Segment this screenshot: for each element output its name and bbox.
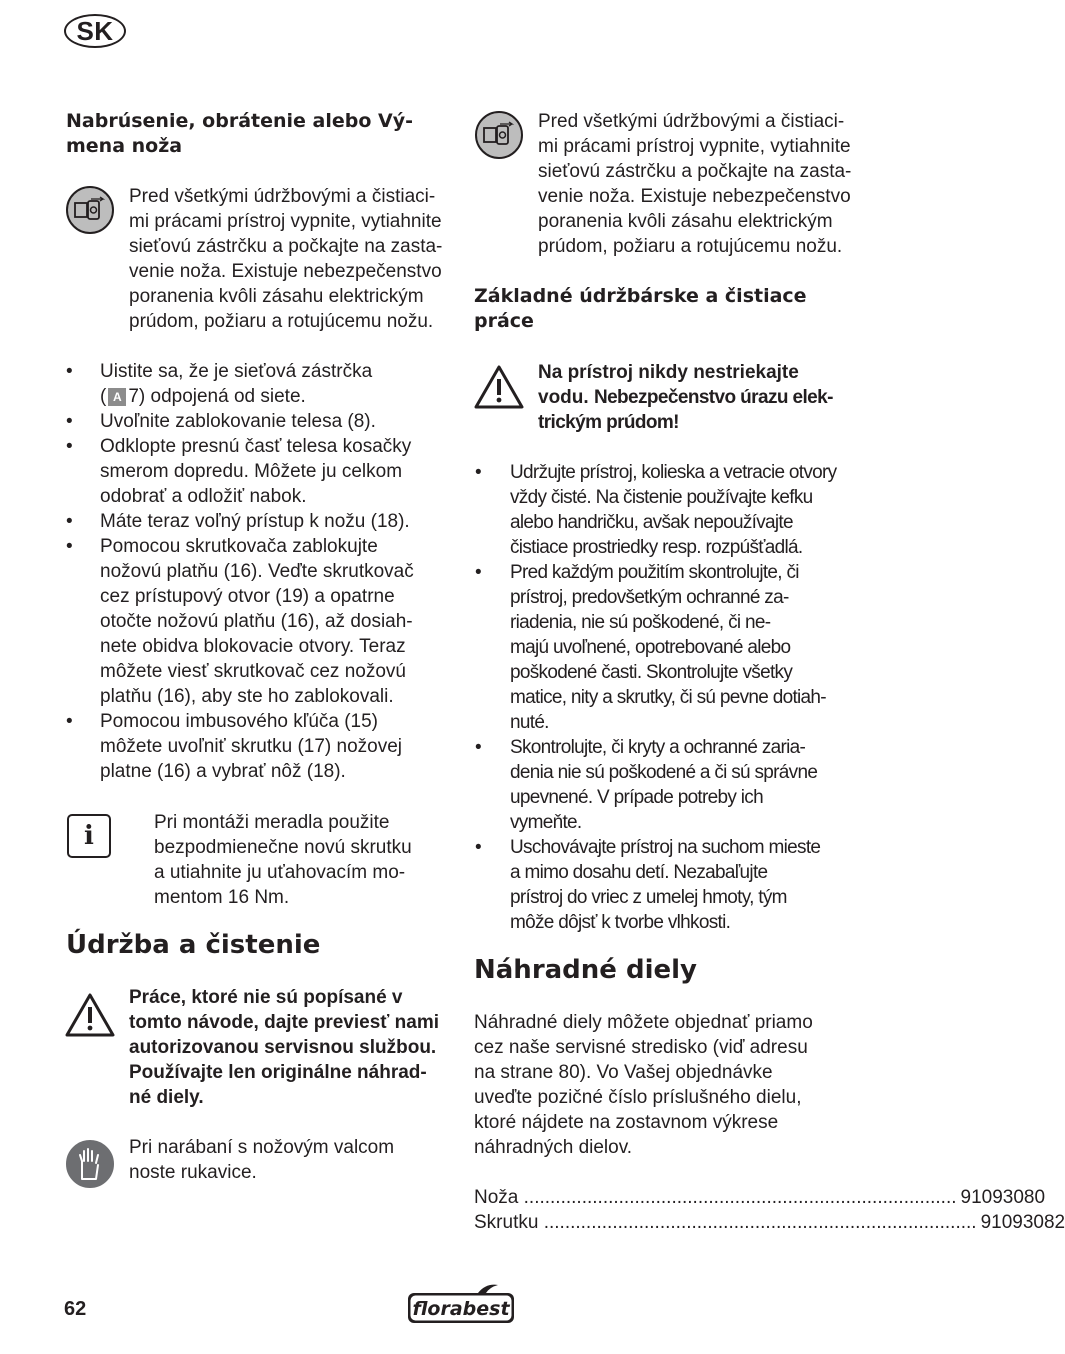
- section-title-line: mena noža: [66, 135, 183, 157]
- text-line: Pomocou imbusového kľúča (15): [100, 711, 379, 732]
- text-line: môžete viesť skrutkovač cez nožovú: [100, 661, 406, 682]
- text-line: riadenia, nie sú poškodené, či ne-: [510, 612, 771, 633]
- text-line: prúdom, požiaru a rotujúcemu nožu.: [538, 236, 843, 257]
- text-line: Máte teraz voľný prístup k nožu (18).: [100, 511, 410, 532]
- list-item: [475, 735, 875, 835]
- text-line: cez naše servisné stredisko (viď adresu: [474, 1037, 808, 1058]
- bullet-dot: •: [66, 511, 73, 532]
- list-item: [66, 534, 456, 709]
- text-fragment: vodu.: [538, 387, 589, 408]
- text-line: trickým prúdom!: [538, 412, 679, 433]
- text-line: Pomocou skrutkovača zablokujte: [100, 536, 378, 557]
- info-icon: i: [67, 814, 111, 858]
- text-line: uveďte pozičné číslo príslušného dielu,: [474, 1087, 802, 1108]
- text-line: Pred všetkými údržbovými a čistiaci-: [538, 111, 845, 132]
- text-line: a mimo dosahu detí. Nezabaľujte: [510, 862, 768, 883]
- text-line: sieťovú zástrčku a počkajte na zasta-: [538, 161, 852, 182]
- warning-text-left: [129, 184, 459, 334]
- list-item: [475, 460, 875, 560]
- text-line: mi prácami prístroj vypnite, vytiahnite: [538, 136, 851, 157]
- part-name: Skrutku ..................................................................................: [474, 1212, 977, 1233]
- section-title-line: práce: [474, 310, 534, 332]
- text-line: Práce, ktoré nie sú popísané v: [129, 987, 403, 1008]
- text-line: vymeňte.: [510, 812, 582, 833]
- text-line: Pred každým použitím skontrolujte, či: [510, 562, 799, 583]
- text-line: bezpodmienečne novú skrutku: [154, 837, 412, 858]
- list-item: [475, 835, 875, 935]
- part-name: Noža ..................................................................................: [474, 1187, 957, 1208]
- text-line: tomto návode, dajte previesť nami: [129, 1012, 440, 1033]
- text-line: čistiace prostriedky resp. rozpúšťadlá.: [510, 537, 803, 558]
- text-line: prístroj do vriec z umelej hmoty, tým: [510, 887, 787, 908]
- text-line: smerom dopredu. Môžete ju celkom: [100, 461, 403, 482]
- language-badge: SK: [64, 14, 126, 48]
- text-line: platne (16) a vybrať nôž (18).: [100, 761, 346, 782]
- text-line: Pred všetkými údržbovými a čistiaci-: [129, 186, 436, 207]
- svg-text:florabest: florabest: [412, 1298, 510, 1320]
- bullet-dot: •: [475, 737, 481, 758]
- text-line: Pri narábaní s nožovým valcom: [129, 1137, 395, 1158]
- parts-list: [474, 1185, 1065, 1235]
- parts-row: [474, 1210, 1065, 1235]
- text-line: môžete uvoľniť skrutku (17) nožovej: [100, 736, 403, 757]
- logo-graphic: [406, 1283, 516, 1325]
- section-title-sharpen: [66, 109, 456, 159]
- text-line: Uistite sa, že je sieťová zástrčka: [100, 361, 373, 382]
- text-line: Udržujte prístroj, kolieska a vetracie otvory: [510, 462, 837, 483]
- text-line: mentom 16 Nm.: [154, 887, 290, 908]
- page-number: 62: [64, 1298, 87, 1320]
- text-line: noste rukavice.: [129, 1162, 257, 1183]
- part-number: 91093082: [980, 1212, 1065, 1233]
- text-fragment: Nebezpečenstvo úrazu elek-: [593, 387, 833, 408]
- warning-text-service: [129, 985, 459, 1110]
- section-title-line: Základné údržbárske a čistiace: [474, 285, 807, 307]
- bullet-dot: •: [66, 711, 73, 732]
- text-line: nuté.: [510, 712, 549, 733]
- text-line: odobrať a odložiť nabok.: [100, 486, 307, 507]
- text-line: [538, 385, 868, 410]
- list-item: [66, 359, 456, 409]
- text-line: poranenia kvôli zásahu elektrickým: [129, 286, 424, 307]
- figure-ref-badge: A: [108, 388, 126, 406]
- text-line: Používajte len originálne náhrad-: [129, 1062, 427, 1083]
- parts-row: [474, 1185, 1046, 1210]
- list-item: [475, 560, 875, 735]
- danger-text-water: [538, 360, 868, 435]
- text-line: prístroj, predovšetkým ochranné za-: [510, 587, 789, 608]
- text-line: náhradných dielov.: [474, 1137, 633, 1158]
- text-line: môže dôjsť k tvorbe vlhkosti.: [510, 912, 731, 933]
- text-line: venie noža. Existuje nebezpečenstvo: [129, 261, 442, 282]
- unplug-icon: [475, 111, 523, 159]
- spare-parts-intro: [474, 1010, 874, 1160]
- section-title-line: Nabrúsenie, obrátenie alebo Vý-: [66, 110, 413, 132]
- ref-text: 7) odpojená od siete.: [128, 386, 306, 407]
- text-line: Pri montáži meradla použite: [154, 812, 390, 833]
- part-name-text: Skrutku: [474, 1212, 539, 1233]
- list-item: [66, 434, 456, 509]
- section-title-basic-maintenance: [474, 284, 874, 334]
- care-list: [475, 460, 875, 935]
- text-line: na strane 80). Vo Vašej objednávke: [474, 1062, 773, 1083]
- list-item: [66, 709, 456, 784]
- text-line: ktoré nájdete na zostavnom výkrese: [474, 1112, 779, 1133]
- text-line: matice, nity a skrutky, či sú pevne dotiah-: [510, 687, 826, 708]
- text-line: mi prácami prístroj vypnite, vytiahnite: [129, 211, 442, 232]
- info-text: [154, 810, 454, 910]
- text-line: poranenia kvôli zásahu elektrickým: [538, 211, 833, 232]
- part-name-text: Noža: [474, 1187, 519, 1208]
- bullet-dot: •: [66, 411, 73, 432]
- text-line: Skontrolujte, či kryty a ochranné zaria-: [510, 737, 806, 758]
- text-line: upevnené. V prípade potreby ich: [510, 787, 763, 808]
- text-line: vždy čisté. Na čistenie používajte kefku: [510, 487, 813, 508]
- florabest-logo: [406, 1283, 512, 1321]
- text-line: denia nie sú poškodené a či sú správne: [510, 762, 818, 783]
- steps-list: [66, 359, 456, 784]
- text-line: Na prístroj nikdy nestriekajte: [538, 362, 799, 383]
- bullet-dot: •: [66, 361, 73, 382]
- text-line: Uschovávajte prístroj na suchom mieste: [510, 837, 821, 858]
- bullet-dot: •: [66, 536, 73, 557]
- bullet-dot: •: [475, 462, 481, 483]
- warning-triangle-icon: [473, 364, 525, 410]
- gloves-icon: [66, 1140, 114, 1188]
- bullet-dot: •: [475, 837, 481, 858]
- unplug-icon: [66, 186, 114, 234]
- section-heading-maintenance: Údržba a čistenie: [66, 930, 321, 960]
- text-line: cez prístupový otvor (19) a opatrne: [100, 586, 395, 607]
- list-item: [66, 509, 456, 534]
- text-line: autorizovanou servisnou službou.: [129, 1037, 437, 1058]
- text-line: Odklopte presnú časť telesa kosačky: [100, 436, 412, 457]
- text-line: Náhradné diely môžete objednať priamo: [474, 1012, 813, 1033]
- warning-text-right: [538, 109, 868, 259]
- text-line: alebo handričku, avšak nepoužívajte: [510, 512, 793, 533]
- text-line: prúdom, požiaru a rotujúcemu nožu.: [129, 311, 434, 332]
- text-line: nete obidva blokovacie otvory. Teraz: [100, 636, 406, 657]
- text-line: otočte nožovú platňu (16), až dosiah-: [100, 611, 413, 632]
- text-line: a utiahnite ju uťahovacím mo-: [154, 862, 406, 883]
- ref-paren: (: [100, 386, 107, 407]
- section-heading-spare-parts: Náhradné diely: [474, 955, 698, 985]
- text-line: poškodené časti. Skontrolujte všetky: [510, 662, 793, 683]
- text-line: venie noža. Existuje nebezpečenstvo: [538, 186, 851, 207]
- text-line: né diely.: [129, 1087, 204, 1108]
- text-line: sieťovú zástrčku a počkajte na zasta-: [129, 236, 443, 257]
- text-line: [100, 384, 456, 409]
- gloves-text: [129, 1135, 459, 1185]
- text-line: platňu (16), aby ste ho zablokovali.: [100, 686, 394, 707]
- bullet-dot: •: [66, 436, 73, 457]
- bullet-dot: •: [475, 562, 481, 583]
- list-item: [66, 409, 456, 434]
- text-line: nožovú platňu (16). Veďte skrutkovač: [100, 561, 414, 582]
- warning-triangle-icon: [64, 992, 116, 1038]
- part-number: 91093080: [960, 1187, 1046, 1208]
- text-line: Uvoľnite zablokovanie telesa (8).: [100, 411, 376, 432]
- text-line: majú uvoľnené, opotrebované alebo: [510, 637, 791, 658]
